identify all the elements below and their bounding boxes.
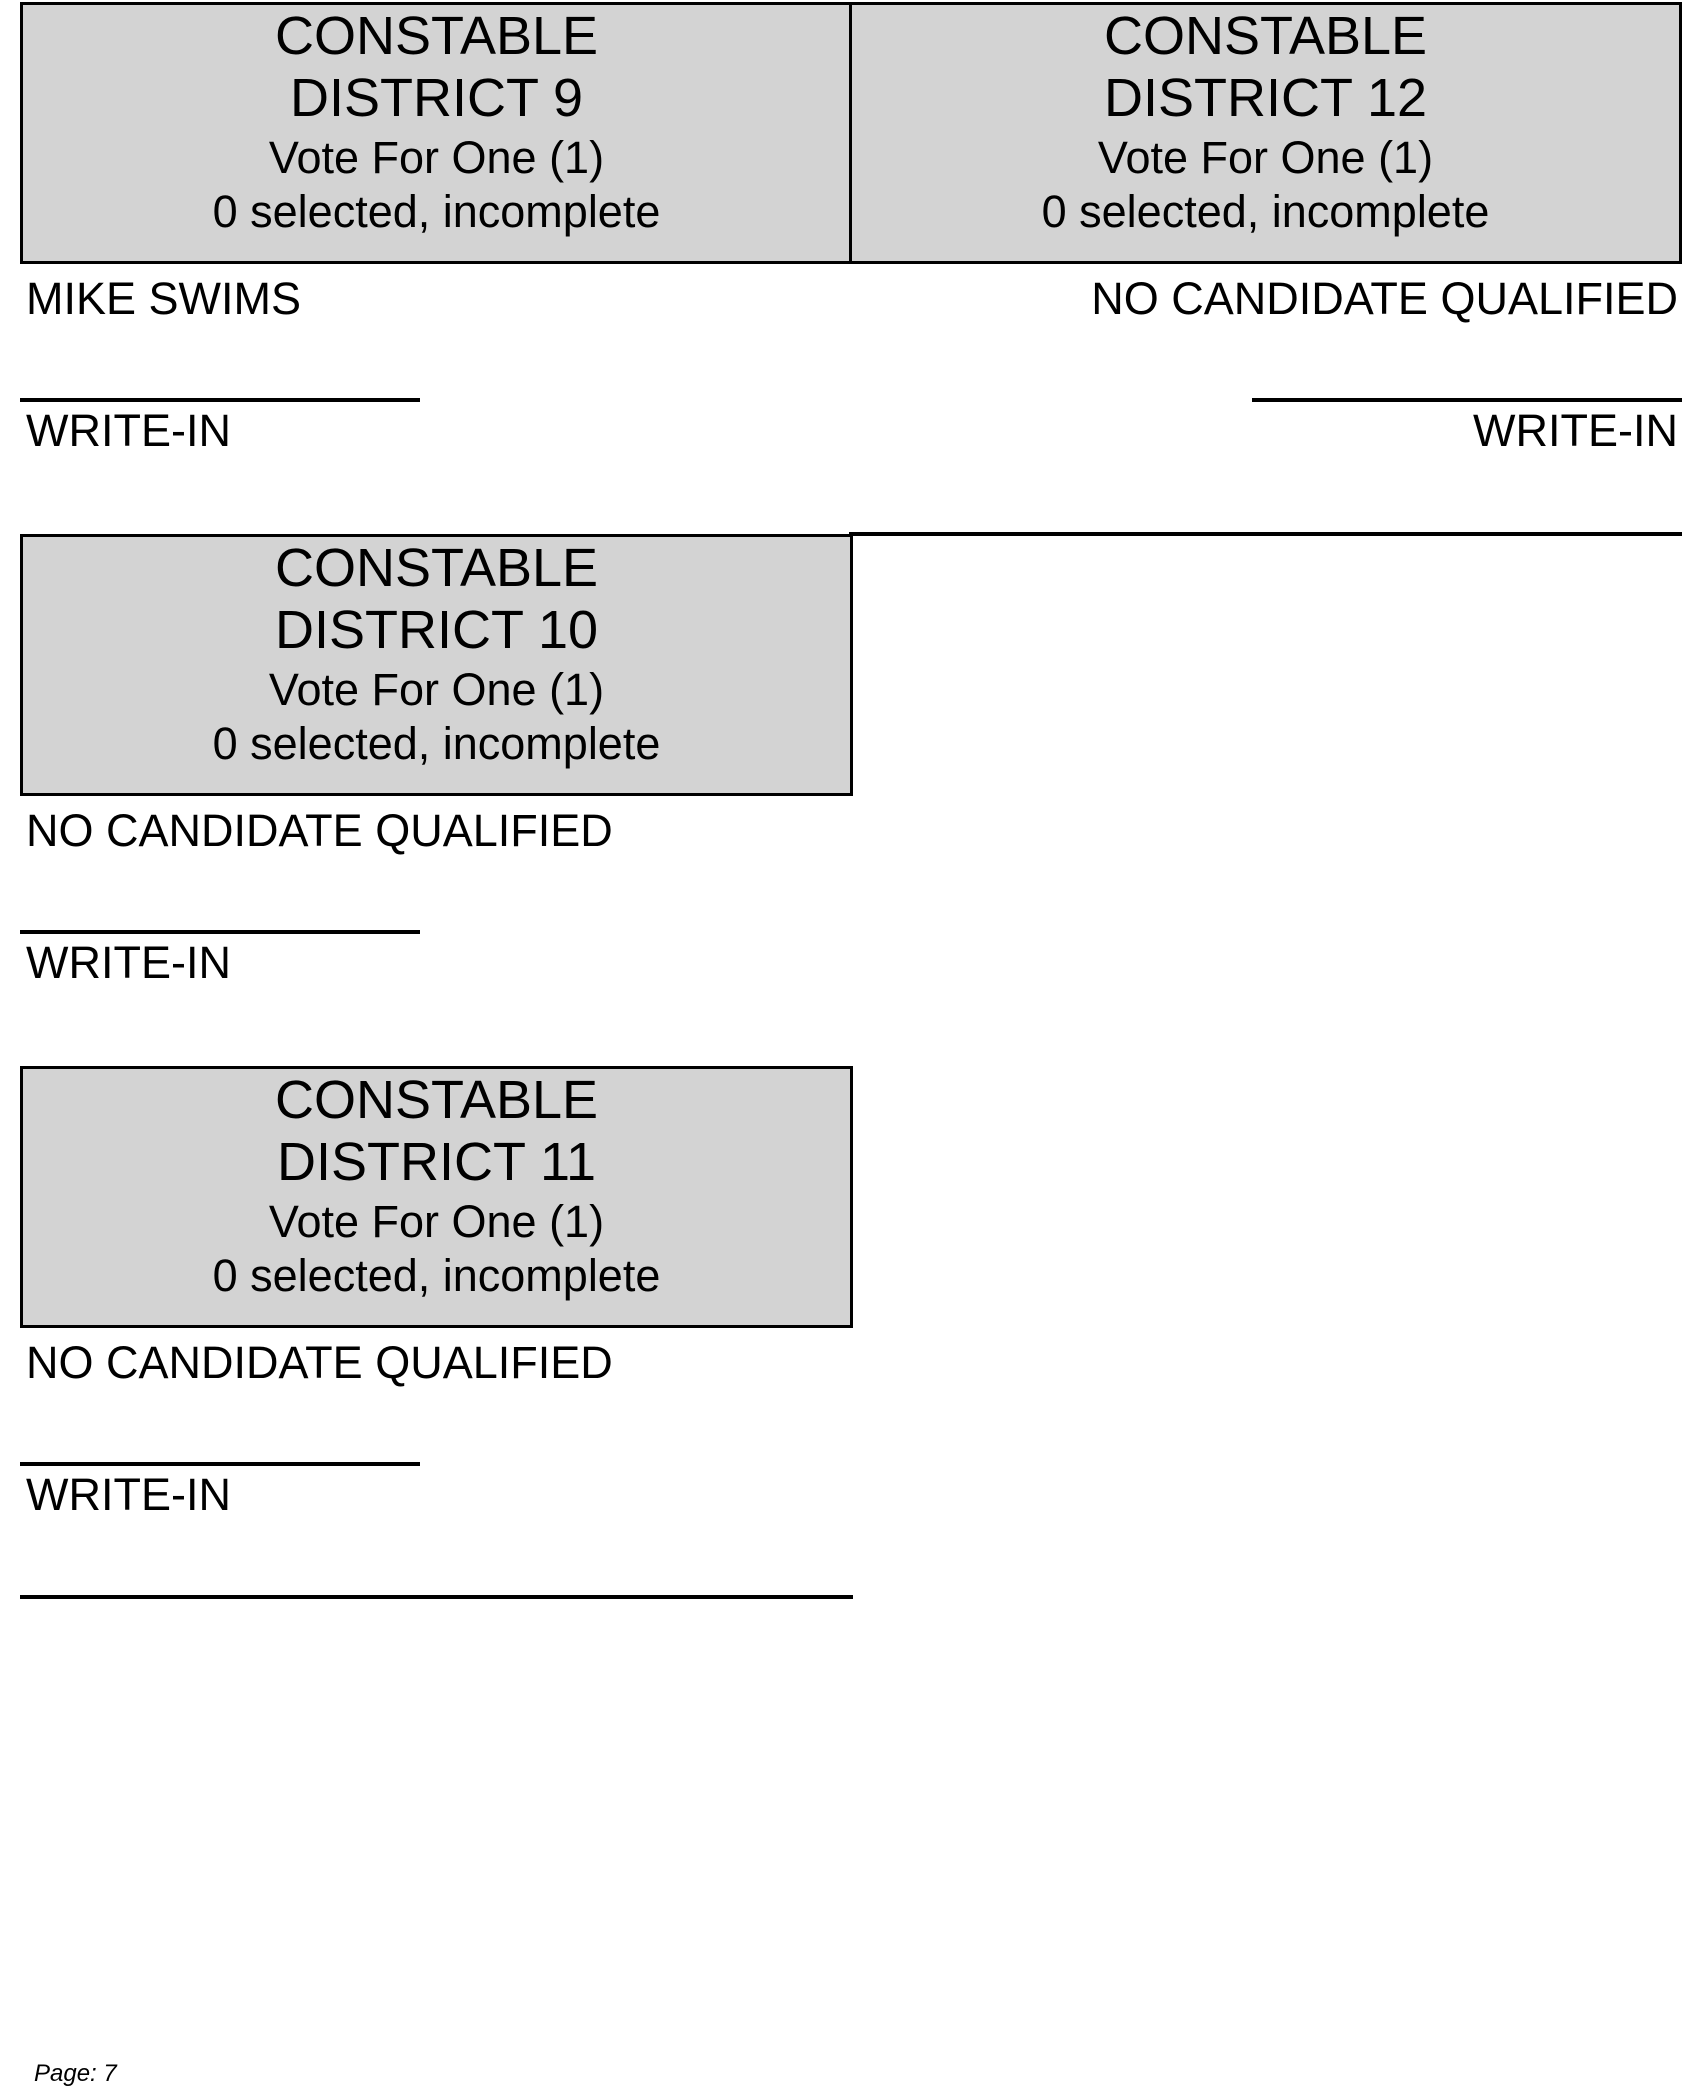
write-in-line[interactable] [1252,398,1682,402]
contest-district: DISTRICT 9 [289,68,584,128]
write-in-option[interactable]: WRITE-IN [26,1469,231,1520]
write-in-option[interactable]: WRITE-IN [26,937,231,988]
vote-for-instruction: Vote For One (1) [268,664,605,715]
candidate-option[interactable]: MIKE SWIMS [26,273,302,324]
selection-status: 0 selected, incomplete [212,1250,661,1301]
contest-header [20,2,853,264]
selection-status: 0 selected, incomplete [212,718,661,769]
contest-district-10 [20,534,853,1064]
contest-bottom-rule [849,532,1682,536]
candidate-option[interactable]: NO CANDIDATE QUALIFIED [26,805,613,856]
contest-district: DISTRICT 10 [274,600,599,660]
selection-status: 0 selected, incomplete [212,186,661,237]
contest-title: CONSTABLE [274,6,599,66]
vote-for-instruction: Vote For One (1) [268,132,605,183]
selection-status: 0 selected, incomplete [1041,186,1490,237]
contest-district: DISTRICT 12 [1103,68,1428,128]
contest-title: CONSTABLE [274,1070,599,1130]
contest-district-9 [20,2,853,532]
write-in-option[interactable]: WRITE-IN [26,405,231,456]
page-number: Page: 7 [34,2060,117,2087]
write-in-option[interactable]: WRITE-IN [1473,405,1678,456]
write-in-line[interactable] [20,930,420,934]
write-in-line[interactable] [20,1462,420,1466]
contest-header [20,1066,853,1328]
candidate-option[interactable]: NO CANDIDATE QUALIFIED [26,1337,613,1388]
candidate-option[interactable]: NO CANDIDATE QUALIFIED [1091,273,1678,324]
write-in-line[interactable] [20,398,420,402]
contest-district-12 [849,2,1682,532]
vote-for-instruction: Vote For One (1) [268,1196,605,1247]
contest-header [849,2,1682,264]
contest-district: DISTRICT 11 [276,1132,597,1192]
contest-district-11 [20,1066,853,1606]
contest-title: CONSTABLE [1103,6,1428,66]
contest-bottom-rule [20,1595,853,1599]
vote-for-instruction: Vote For One (1) [1097,132,1434,183]
contest-header [20,534,853,796]
contest-title: CONSTABLE [274,538,599,598]
